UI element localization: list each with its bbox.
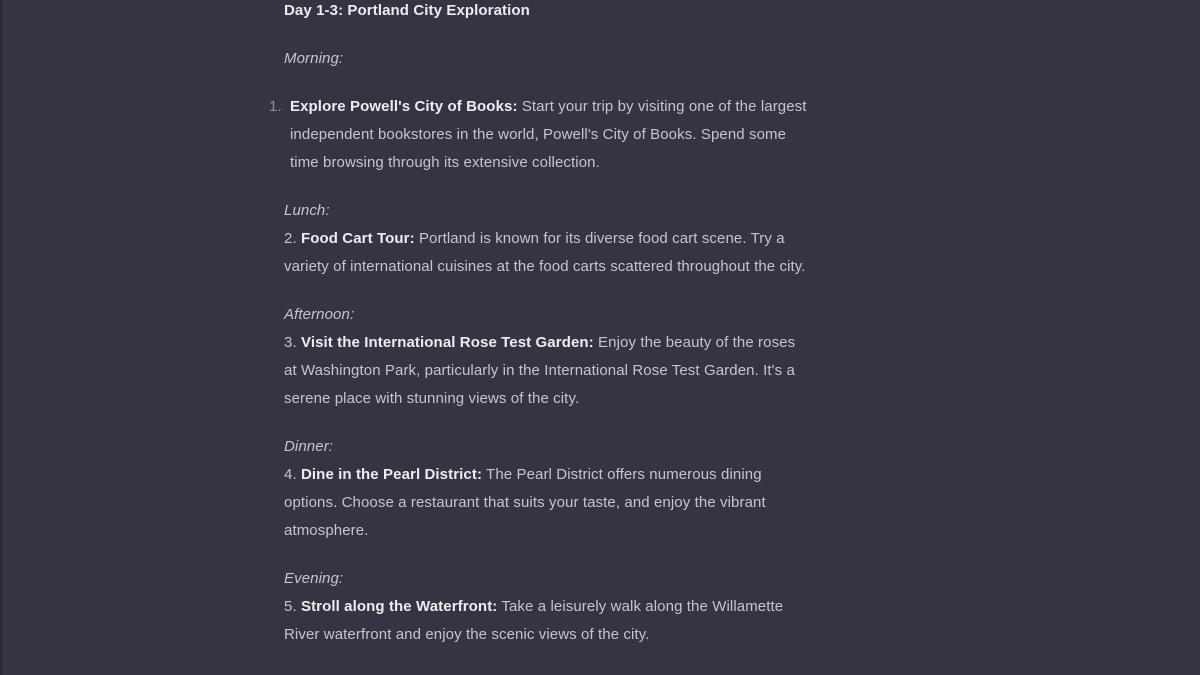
item-5-number: 5. [284,598,301,615]
afternoon-label-text: Afternoon: [284,306,355,323]
itinerary-title: Day 1-3: Portland City Exploration [284,2,530,19]
list-item-1-marker: 1. [269,98,282,115]
item-3-heading: Visit the International Rose Test Garden: [300,334,594,351]
list-item-1-heading: Explore Powell's City of Books: [290,98,518,115]
item-5-heading: Stroll along the Waterfront: [300,598,498,615]
dinner-paragraph [284,433,808,545]
dinner-label-text: Dinner: [284,438,334,455]
assistant-message [269,0,808,669]
item-2-number: 2. [284,230,301,247]
item-4-heading: Dine in the Pearl District: [300,466,483,483]
item-4-body: The Pearl District offers numerous dining options. Choose a restaurant that suits your taste, and enjoy the vibrant atmosphere. [284,466,766,539]
afternoon-paragraph [284,301,808,413]
list-item-1 [269,93,808,177]
evening-label-text: Evening: [284,570,344,587]
left-edge-divider [0,0,2,675]
item-3-number: 3. [284,334,301,351]
lunch-paragraph [284,197,808,281]
item-2-heading: Food Cart Tour: [300,230,415,247]
item-4-number: 4. [284,466,301,483]
item-3-body: Enjoy the beauty of the roses at Washington Park, particularly in the International Rose Test Garden. It's a serene place with stunning views of the city. [284,334,796,407]
list-item-1-body: Start your trip by visiting one of the largest independent bookstores in the world, Powell's City of Books. Spend some time browsing through its extensive collection. [290,98,807,171]
lunch-label-text: Lunch: [284,202,330,219]
item-5-body: Take a leisurely walk along the Willamette River waterfront and enjoy the scenic views of the city. [284,598,784,643]
evening-paragraph [284,565,808,649]
morning-label [284,45,808,73]
item-2-body: Portland is known for its diverse food cart scene. Try a variety of international cuisines at the food carts scattered throughout the city. [284,230,806,275]
list-item-1-content [290,93,808,177]
morning-label-text: Morning: [284,50,344,67]
